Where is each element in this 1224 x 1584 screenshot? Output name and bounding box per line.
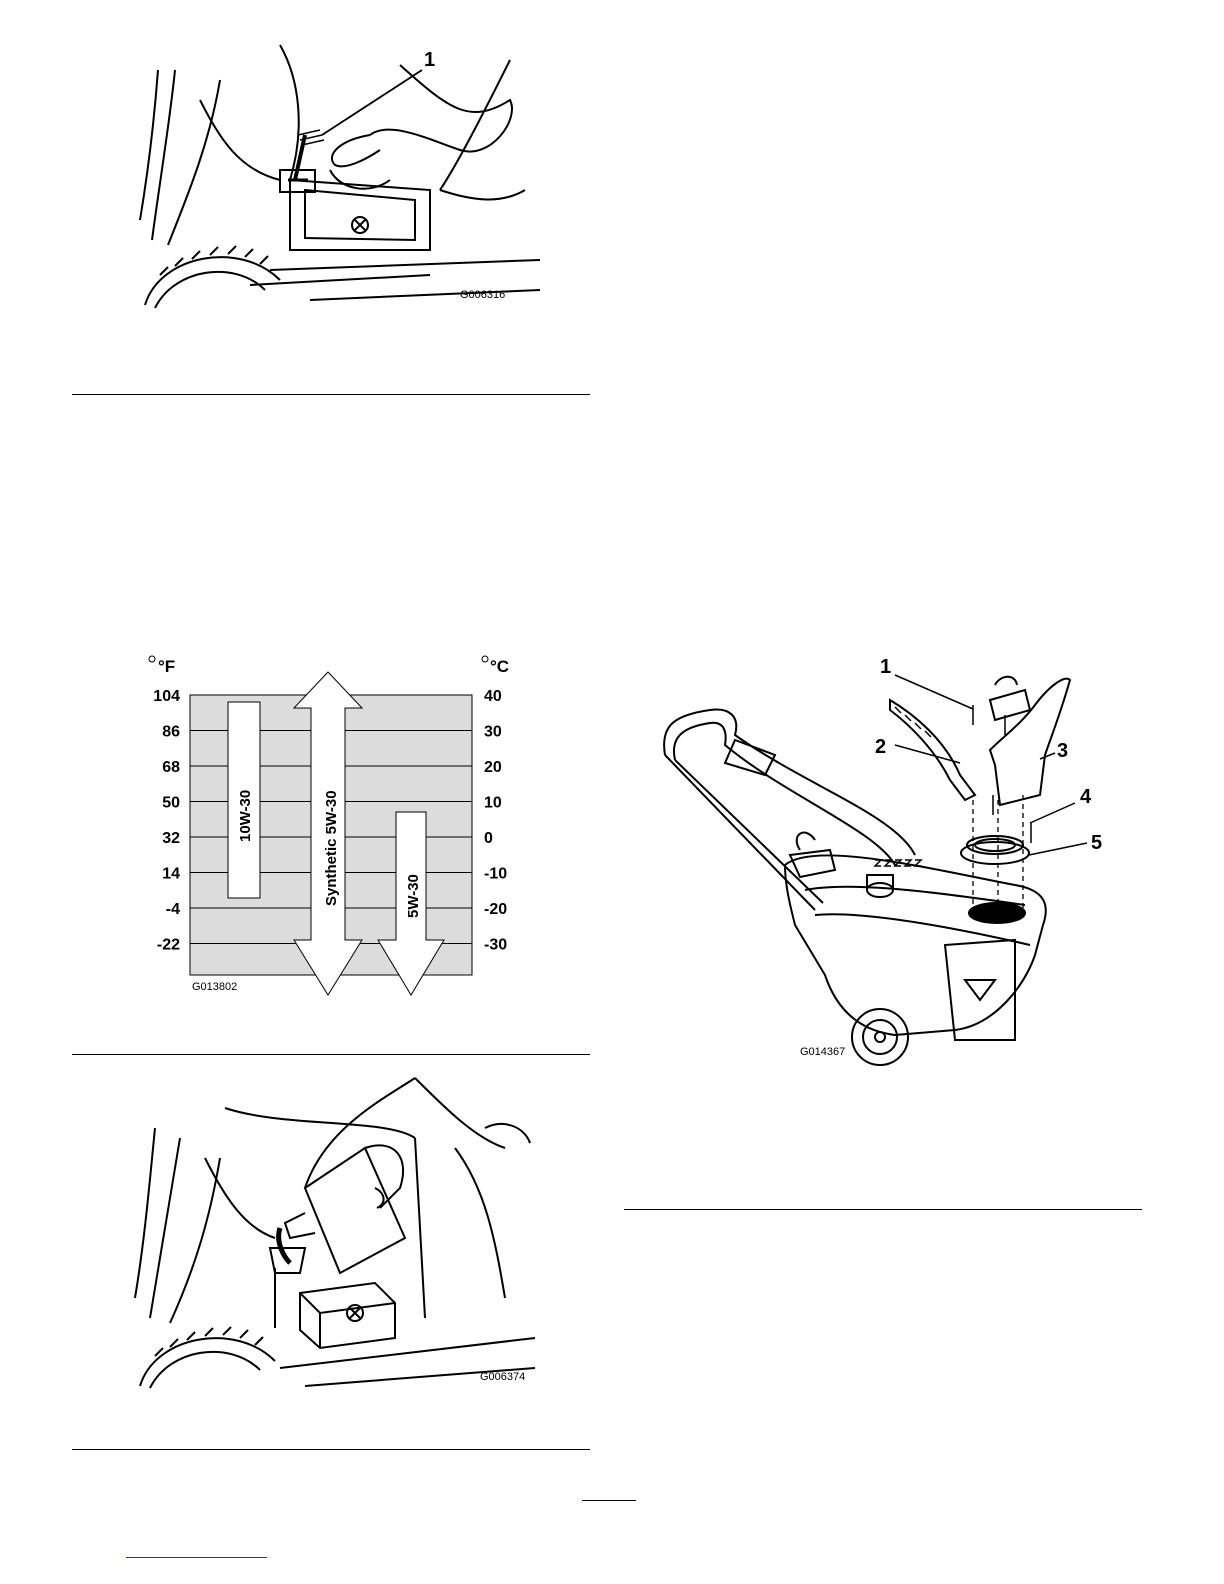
figure-oil-viscosity-chart: [140, 650, 540, 1000]
svg-text:°F: °F: [158, 657, 176, 676]
pouring-figure-id: G006374: [480, 1371, 526, 1383]
divider-3: [72, 1449, 590, 1450]
left-tick-label: 68: [162, 759, 180, 776]
figure-dipstick: [130, 40, 550, 315]
dipstick-callout-1: 1: [424, 49, 436, 71]
right-tick-label: -10: [484, 865, 508, 883]
chute-callout-3: 3: [1057, 740, 1069, 762]
figure-chute-assembly: [655, 645, 1125, 1070]
divider-2: [72, 1054, 590, 1055]
oil-label-synthetic-5w30: Synthetic 5W-30: [323, 790, 340, 906]
footer-link-rule[interactable]: [126, 1557, 267, 1558]
oil-chart-svg: [140, 650, 540, 1000]
chute-illustration: [655, 645, 1125, 1070]
left-tick-label: 32: [162, 830, 180, 847]
left-tick-label: 50: [162, 794, 180, 812]
right-tick-label: 20: [484, 759, 502, 776]
pouring-illustration: [125, 1068, 545, 1393]
left-tick-label: 14: [162, 865, 180, 883]
right-tick-label: 10: [484, 794, 502, 812]
page-number-rule: [582, 1500, 636, 1501]
oil-label-10w30: 10W-30: [237, 789, 254, 842]
dipstick-illustration: [130, 40, 550, 315]
right-unit-label: [482, 656, 509, 676]
right-tick-label: -30: [484, 936, 508, 954]
right-tick-label: 0: [484, 830, 493, 847]
chute-callout-5: 5: [1091, 832, 1103, 854]
chute-callout-2: 2: [875, 736, 887, 758]
chute-callout-4: 4: [1080, 786, 1092, 808]
svg-text:°C: °C: [490, 657, 510, 676]
oil-chart-figure-id: G013802: [192, 981, 238, 993]
oil-label-5w30: 5W-30: [405, 874, 422, 918]
left-tick-label: -4: [165, 901, 180, 918]
left-unit-label: [149, 656, 175, 676]
right-tick-label: 30: [484, 723, 502, 741]
dipstick-figure-id: G006316: [460, 289, 506, 301]
divider-4: [624, 1209, 1142, 1210]
left-tick-label: 86: [162, 723, 180, 741]
left-tick-label: 104: [153, 688, 180, 705]
left-tick-label: -22: [156, 936, 180, 954]
chute-callout-1: 1: [880, 656, 892, 678]
divider-1: [72, 394, 590, 395]
right-tick-label: -20: [484, 901, 508, 918]
right-tick-label: 40: [484, 688, 502, 705]
figure-pouring-oil: [125, 1068, 545, 1393]
chute-figure-id: G014367: [800, 1046, 846, 1058]
